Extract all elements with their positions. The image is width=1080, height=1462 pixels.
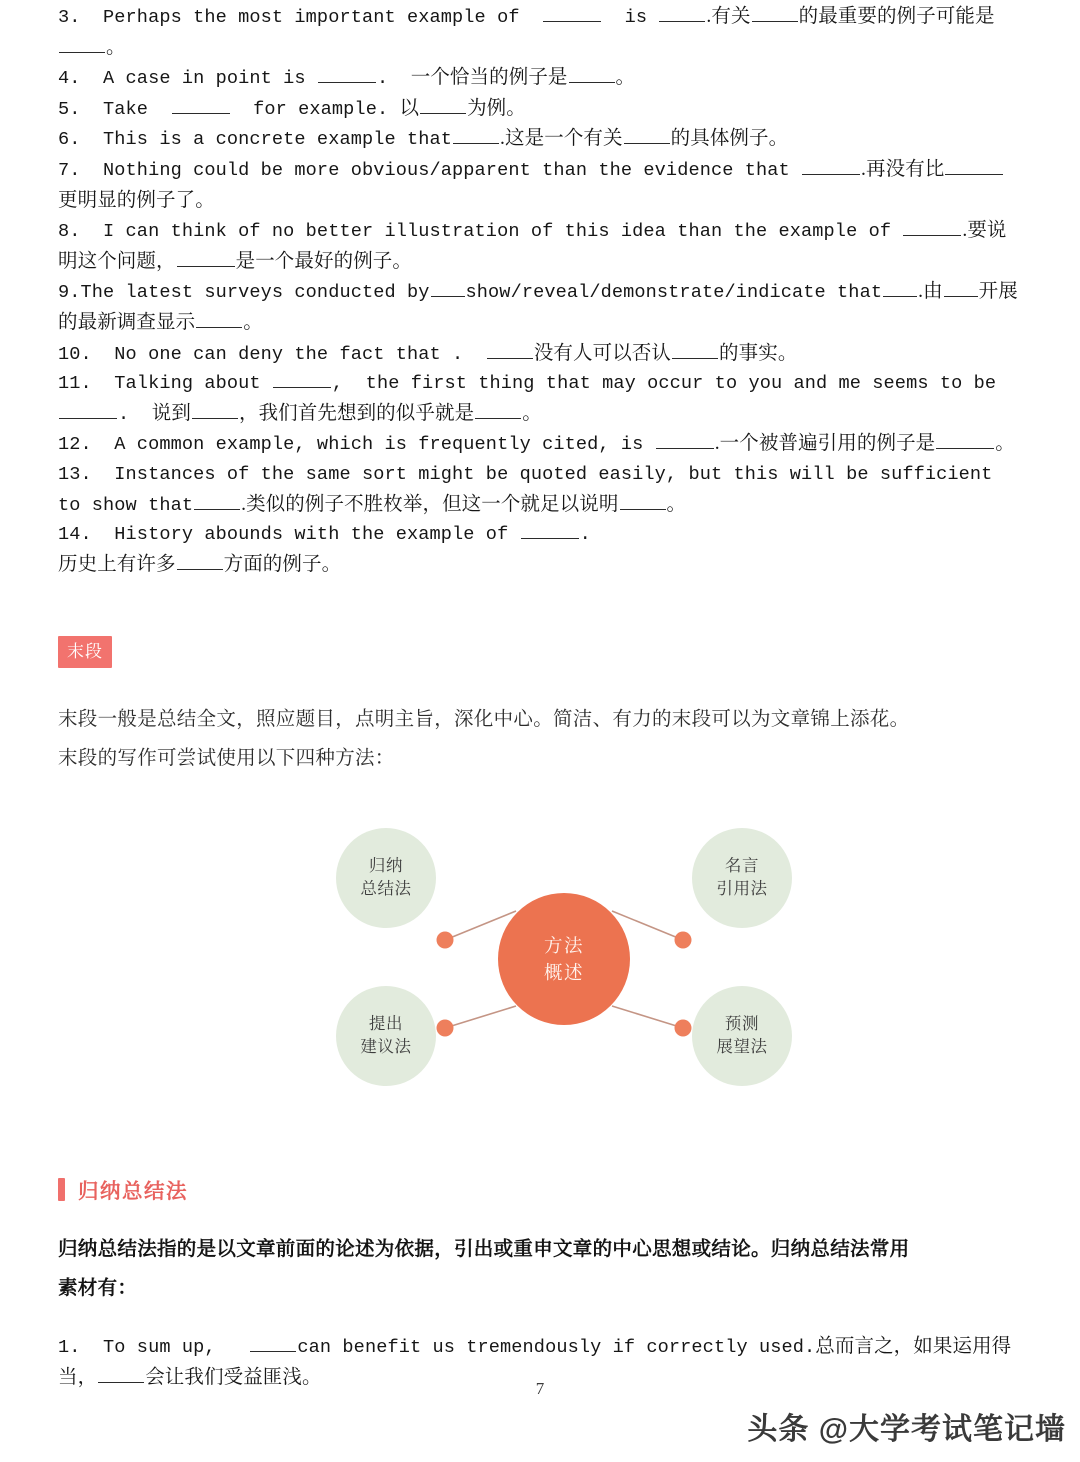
chinese-text: 的具体例子。 (670, 128, 789, 150)
english-text: can benefit us tremendously if correctly used. (297, 1337, 816, 1359)
fill-in-blank (569, 65, 615, 83)
method-section-heading (58, 1174, 1022, 1204)
english-text: 7. Nothing could be more obvious/apparent than the evidence that (58, 159, 802, 181)
chinese-text: .要说明这个问题， (58, 220, 1007, 272)
fill-in-blank (543, 4, 601, 22)
english-text: 10. No one can deny the fact that . (58, 343, 486, 365)
english-text: 5. Take (58, 98, 171, 120)
connector-dot-top-right (675, 932, 692, 949)
chinese-text: 。 (522, 402, 542, 424)
fill-in-blank (318, 65, 376, 83)
fill-in-blank (656, 431, 714, 449)
chinese-text: 更明显的例子了。 (58, 189, 215, 211)
center-label-line1: 方法 (543, 935, 584, 957)
method-diagram-inner (304, 800, 824, 1118)
watermark: 头条 @大学考试笔记墙 (747, 1413, 1066, 1446)
chinese-text: 。 (243, 311, 263, 333)
english-text: 9.The latest surveys conducted by (58, 282, 430, 304)
exercise-item (58, 94, 1022, 125)
fill-in-blank (196, 310, 242, 328)
intro-line-2: 末段的写作可尝试使用以下四种方法： (58, 747, 395, 770)
chinese-text: .一个被普遍引用的例子是 (714, 433, 936, 455)
node-label-line1: 提出 (368, 1015, 404, 1034)
english-text: 8. I can think of no better illustration of this idea than the example of (58, 221, 903, 243)
fill-in-blank (624, 126, 670, 144)
english-text: 4. A case in point is (58, 68, 317, 90)
exercise-item (58, 155, 1022, 216)
fill-in-blank (172, 96, 230, 114)
chinese-text: 会让我们受益匪浅。 (145, 1366, 322, 1388)
fill-in-blank (903, 218, 961, 236)
chinese-text: 以 (399, 97, 420, 119)
english-text: 13. Instances of the same sort might be quoted easily, but this will be sufficient to show that (58, 463, 1004, 516)
fill-in-blank (802, 157, 860, 175)
exercise-item (58, 460, 1022, 520)
fill-in-blank (945, 157, 1003, 175)
english-text: show/reveal/demonstrate/indicate that (465, 282, 883, 304)
fill-in-blank (659, 4, 705, 22)
fill-in-blank (936, 431, 994, 449)
english-text: is (602, 7, 659, 28)
chinese-text: 说到 (151, 402, 191, 424)
center-label-line2: 概述 (543, 962, 584, 984)
exercise-item (58, 216, 1022, 277)
fill-in-blank (250, 1334, 296, 1352)
fill-in-blank (883, 279, 917, 297)
fill-in-blank (177, 552, 223, 570)
heading-accent-bar (58, 1178, 65, 1201)
fill-in-blank (194, 491, 240, 509)
english-text: 3. Perhaps the most important example of (58, 7, 543, 28)
fill-in-blank (192, 401, 238, 419)
chinese-text: 是一个最好的例子。 (235, 250, 413, 272)
exercise-item (58, 369, 1022, 429)
chinese-text: 没有人可以否认 (533, 342, 672, 364)
page-number: 7 (535, 1379, 545, 1398)
node-label-line2: 展望法 (716, 1038, 768, 1057)
method-body-line-1: 归纳总结法指的是以文章前面的论述为依据，引出或重申文章的中心思想或结论。归纳总结法常用 (58, 1238, 910, 1261)
chinese-text: 。 (615, 67, 636, 89)
english-text: 1. To sum up, (58, 1337, 250, 1359)
fill-in-blank (672, 340, 718, 358)
method-diagram (58, 800, 1022, 1118)
chinese-text: .这是一个有关 (500, 128, 623, 150)
fill-in-blank (521, 521, 579, 539)
english-text: , the first thing that may occur to you and me seems to be (331, 373, 1008, 395)
english-text: for example. (230, 98, 400, 120)
node-label-line1: 归纳 (368, 857, 404, 876)
fill-in-blank (752, 4, 798, 22)
final-paragraph-intro (58, 700, 1022, 778)
connector-dot-bottom-right (675, 1020, 692, 1037)
chinese-text: 。 (995, 433, 1015, 455)
english-text: 12. A common example, which is frequently cited, is (58, 434, 655, 456)
final-paragraph-badge-row (58, 636, 1022, 668)
exercise-item (58, 277, 1022, 338)
method-section-title: 归纳总结法 (78, 1180, 188, 1204)
exercise-item (58, 339, 1022, 370)
connector-dot-bottom-left (437, 1020, 454, 1037)
exercise-item (58, 2, 1022, 63)
chinese-text: .有关 (706, 6, 751, 27)
fill-in-blank (273, 370, 331, 388)
english-text: . (376, 68, 411, 90)
english-text: . (118, 403, 152, 425)
fill-in-blank (59, 401, 117, 419)
chinese-text: 为例。 (467, 97, 526, 119)
node-label-line2: 建议法 (360, 1038, 412, 1057)
fill-in-blank (620, 491, 666, 509)
node-label-line2: 引用法 (716, 880, 768, 899)
english-text: 14. History abounds with the example of (58, 524, 520, 546)
chinese-text: 历史上有许多 (58, 553, 176, 575)
chinese-text: ，我们首先想到的似乎就是 (238, 402, 475, 424)
fill-in-blank (420, 96, 466, 114)
chinese-text: 一个恰当的例子是 (410, 67, 568, 89)
intro-line-1: 末段一般是总结全文，照应题目，点明主旨，深化中心。简洁、有力的末段可以为文章锦上添花。 (58, 708, 910, 731)
exercise-item (58, 124, 1022, 155)
chinese-text: 。 (666, 493, 687, 515)
chinese-text: 的事实。 (719, 342, 798, 364)
exercise-item (58, 550, 1022, 581)
chinese-text: .再没有比 (861, 158, 945, 180)
chinese-text: 。 (106, 36, 126, 58)
exercise-item (58, 520, 1022, 550)
fill-in-blank (453, 126, 499, 144)
fill-in-blank (177, 249, 235, 267)
diagram-center-node (498, 893, 630, 1025)
chinese-text: 总而言之，如果运用得当， (58, 1336, 1012, 1388)
chinese-text: 方面的例子。 (223, 553, 342, 575)
fill-in-blank (944, 279, 978, 297)
exercise-item (58, 63, 1022, 94)
fill-in-blank (431, 279, 465, 297)
fill-in-blank (487, 340, 533, 358)
connector-dot-top-left (437, 932, 454, 949)
english-text: . (579, 524, 591, 546)
english-text: 6. This is a concrete example that (58, 129, 453, 151)
english-text: 11. Talking about (58, 373, 272, 395)
final-paragraph-badge: 末段 (58, 636, 112, 668)
method-section-body (58, 1230, 1022, 1308)
node-label-line2: 总结法 (360, 880, 412, 899)
exercise-item (58, 429, 1022, 460)
node-label-line1: 名言 (724, 857, 760, 876)
chinese-text: .类似的例子不胜枚举，但这一个就足以说明 (241, 493, 619, 515)
fill-in-blank (59, 34, 105, 52)
node-label-line1: 预测 (724, 1015, 760, 1034)
exercise-list (58, 0, 1022, 580)
fill-in-blank (475, 401, 521, 419)
method-body-line-2: 素材有： (58, 1277, 138, 1300)
chinese-text: 开展的最新调查显示 (58, 281, 1018, 333)
chinese-text: 的最重要的例子可能是 (798, 6, 995, 27)
chinese-text: .由 (918, 281, 943, 303)
